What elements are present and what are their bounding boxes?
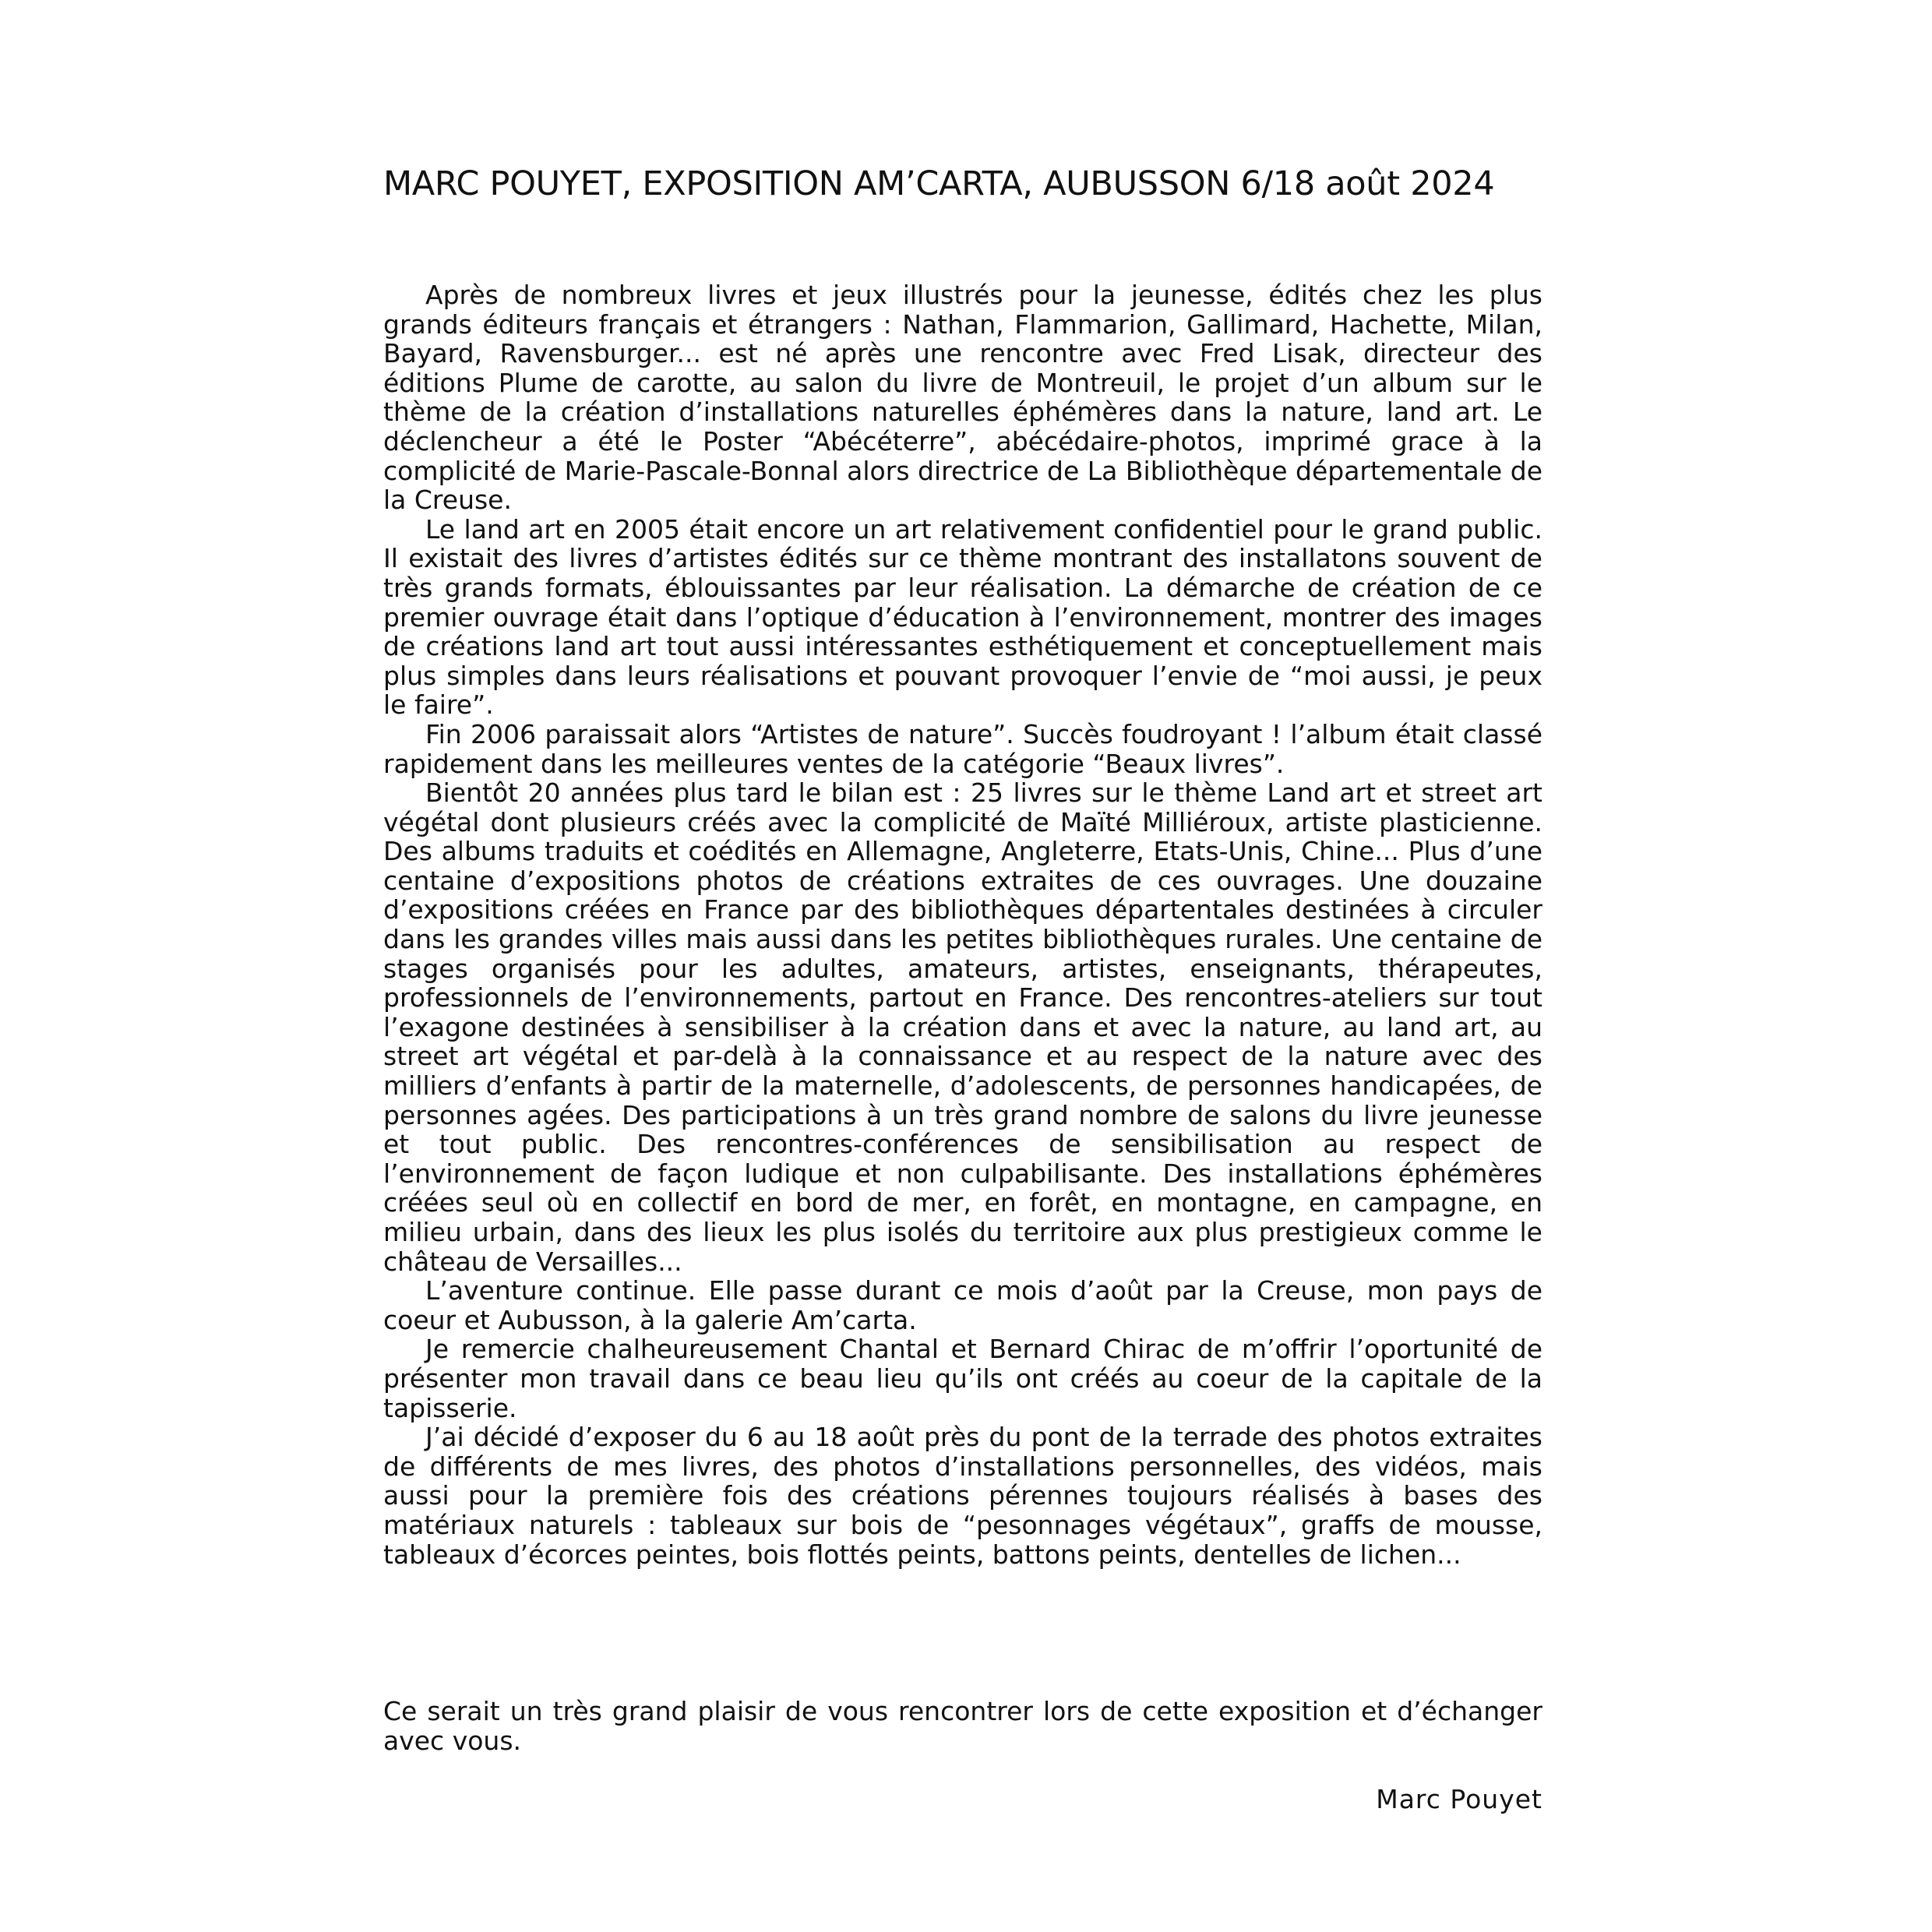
paragraph-aventure: L’aventure continue. Elle passe durant ce mois d’août par la Creuse, mon pays de coeur et Aubusson, à la galerie Am’carta.	[383, 1275, 1542, 1335]
paragraph-artistes-de-nature: Fin 2006 paraissait alors “Artistes de nature”. Succès foudroyant ! l’album était classé rapidement dans les meilleures ventes de la catégorie “Beaux livres”.	[383, 718, 1542, 779]
paragraph-exposition: J’ai décidé d’exposer du 6 au 18 août près du pont de la terrade des photos extraites de différents de mes livres, des photos d’installations personnelles, des vidéos, mais aussi pour la première fois des créations pérennes toujours réalisés à bases des matériaux naturels : tableaux sur bois de “pesonnages végétaux”, graffs de mousse, tableaux d’écorces peintes, bois flottés peints, battons peints, dentelles de lichen...	[383, 1422, 1542, 1570]
paragraph-intro: Après de nombreux livres et jeux illustrés pour la jeunesse, édités chez les plus grands éditeurs français et étrangers : Nathan, Flammarion, Gallimard, Hachette, Milan, Bayard, Ravensburger... est né après une rencontre avec Fred Lisak, directeur des éditions Plume de carotte, au salon du livre de Montreuil, le projet d’un album sur le thème de la création d’installations naturelles éphémères dans la nature, land art. Le déclencheur a été le Poster “Abécéterre”, abécédaire-photos, imprimé grace à la complicité de Marie-Pascale-Bonnal alors directrice de La Bibliothèque départementale de la Creuse.	[383, 280, 1542, 516]
paragraph-bilan: Bientôt 20 années plus tard le bilan est : 25 livres sur le thème Land art et street art végétal dont plusieurs créés avec la complicité de Maïté Milliéroux, artiste plasticienne. Des albums traduits et coédités en Allemagne, Angleterre, Etats-Unis, Chine... Plus d’une centaine d’expositions photos de créations extraites de ces ouvrages. Une douzaine d’expositions créées en France par des bibliothèques départentales destinées à circuler dans les grandes villes mais aussi dans les petites bibliothèques rurales. Une centaine de stages organisés pour les adultes, amateurs, artistes, enseignants, thérapeutes, professionnels de l’environnements, partout en France. Des rencontres-ateliers sur tout l’exagone destinées à sensibiliser à la création dans et avec la nature, au land art, au street art végétal et par-delà à la connaissance et au respect de la nature avec des milliers d’enfants à partir de la maternelle, d’adolescents, de personnes handicapées, de personnes agées. Des participations à un très grand nombre de salons du livre jeunesse et tout public. Des rencontres-conférences de sensibilisation au respect de l’environnement de façon ludique et non culpabilisante. Des installations éphémères créées seul où en collectif en bord de mer, en forêt, en montagne, en campagne, en milieu urbain, dans des lieux les plus isolés du territoire aux plus prestigieux comme le château de Versailles...	[383, 777, 1542, 1277]
signature: Marc Pouyet	[1376, 1784, 1542, 1814]
closing-paragraph: Ce serait un très grand plaisir de vous rencontrer lors de cette exposition et d’échanger avec vous.	[383, 1696, 1542, 1756]
document-title: MARC POUYET, EXPOSITION AM’CARTA, AUBUSSON 6/18 août 2024	[383, 164, 1495, 203]
document-body	[383, 280, 1542, 1569]
paragraph-land-art-2005: Le land art en 2005 était encore un art relativement confidentiel pour le grand public. Il existait des livres d’artistes édités sur ce thème montrant des installatons souvent de très grands formats, éblouissantes par leur réalisation. La démarche de création de ce premier ouvrage était dans l’optique d’éducation à l’environnement, montrer des images de créations land art tout aussi intéressantes esthétiquement et conceptuellement mais plus simples dans leurs réalisations et pouvant provoquer l’envie de “moi aussi, je peux le faire”.	[383, 513, 1542, 721]
paragraph-remerciements: Je remercie chalheureusement Chantal et Bernard Chirac de m’offrir l’oportunité de présenter mon travail dans ce beau lieu qu’ils ont créés au coeur de la capitale de la tapisserie.	[383, 1334, 1542, 1423]
